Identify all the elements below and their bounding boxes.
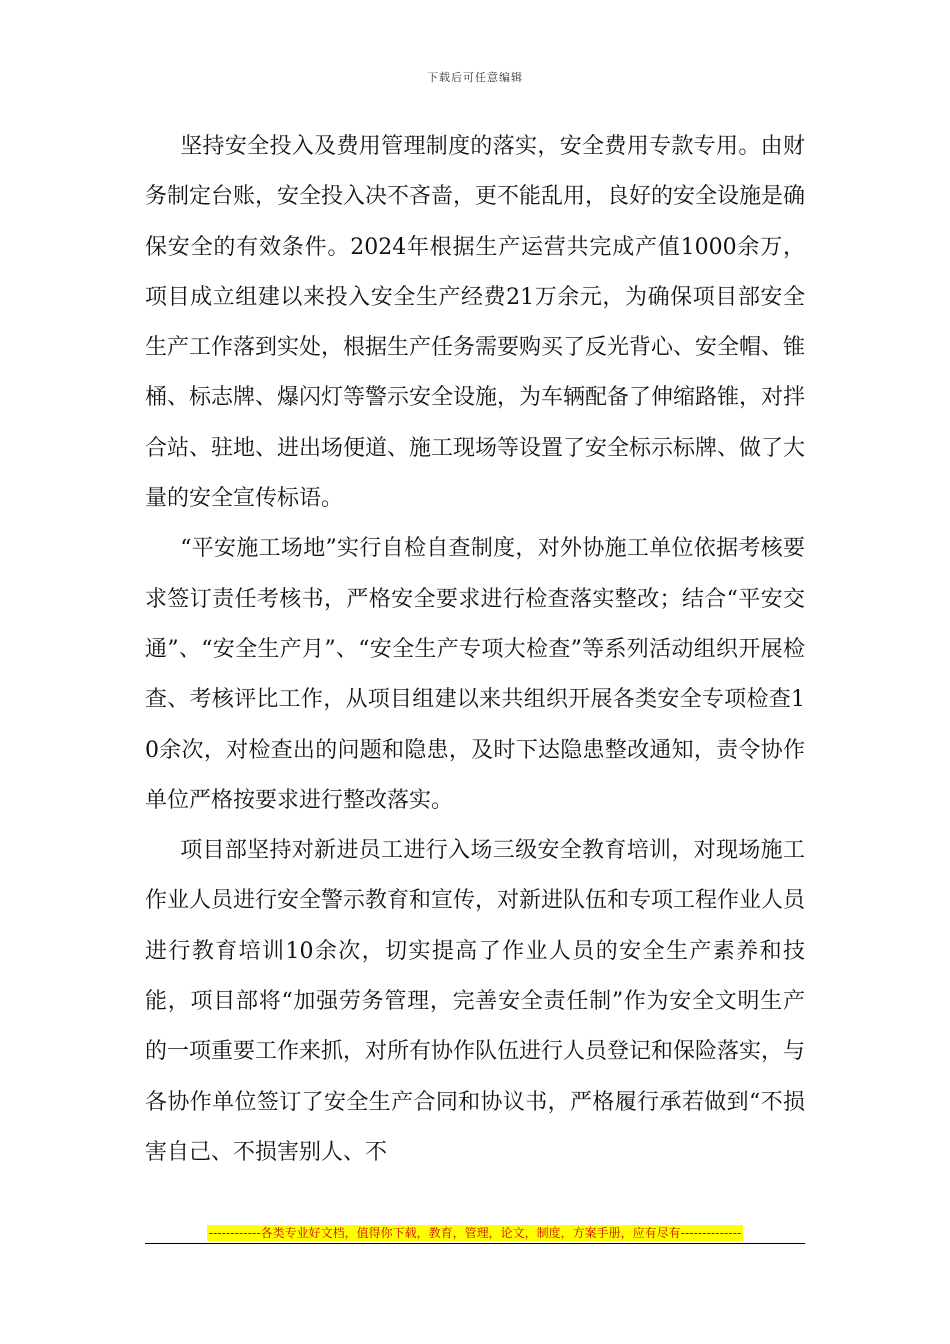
footer-divider bbox=[145, 1243, 805, 1244]
header-note: 下载后可任意编辑 bbox=[427, 71, 523, 84]
paragraph-safety-training: 项目部坚持对新进员工进行入场三级安全教育培训，对现场施工作业人员进行安全警示教育和宣传，对新进队伍和专项工程作业人员进行教育培训10余次，切实提高了作业人员的安全生产素养和技能，项目部将“加强劳务管理，完善安全责任制”作为安全文明生产的一项重要工作来抓，对所有协作队伍进行人员登记和保险落实，与各协作单位签订了安全生产合同和协议书，严格履行承若做到“不损害自己、不损害别人、不 bbox=[145, 838, 806, 1165]
paragraph-safe-construction-site: “平安施工场地”实行自检自查制度，对外协施工单位依据考核要求签订责任考核书，严格安全要求进行检查落实整改；结合“平安交通”、“安全生产月”、“安全生产专项大检查”等系列活动组织开展检查、考核评比工作，从项目组建以来共组织开展各类安全专项检查10余次，对检查出的问题和隐患，及时下达隐患整改通知，责令协作单位严格按要求进行整改落实。 bbox=[145, 536, 805, 813]
footer-banner-text: ------------各类专业好文档，值得你下载，教育，管理，论文，制度，方案手册，应有尽有-------------- bbox=[208, 1226, 742, 1240]
document-body bbox=[145, 122, 805, 1178]
footer-banner bbox=[0, 1222, 950, 1241]
paragraph-safety-investment: 坚持安全投入及费用管理制度的落实，安全费用专款专用。由财务制定台账，安全投入决不吝啬，更不能乱用，良好的安全设施是确保安全的有效条件。2024年根据生产运营共完成产值1000余万，项目成立组建以来投入安全生产经费21万余元，为确保项目部安全生产工作落到实处，根据生产任务需要购买了反光背心、安全帽、锥桶、标志牌、爆闪灯等警示安全设施，为车辆配备了伸缩路锥，对拌合站、驻地、进出场便道、施工现场等设置了安全标示标牌、做了大量的安全宣传标语。 bbox=[145, 134, 806, 512]
